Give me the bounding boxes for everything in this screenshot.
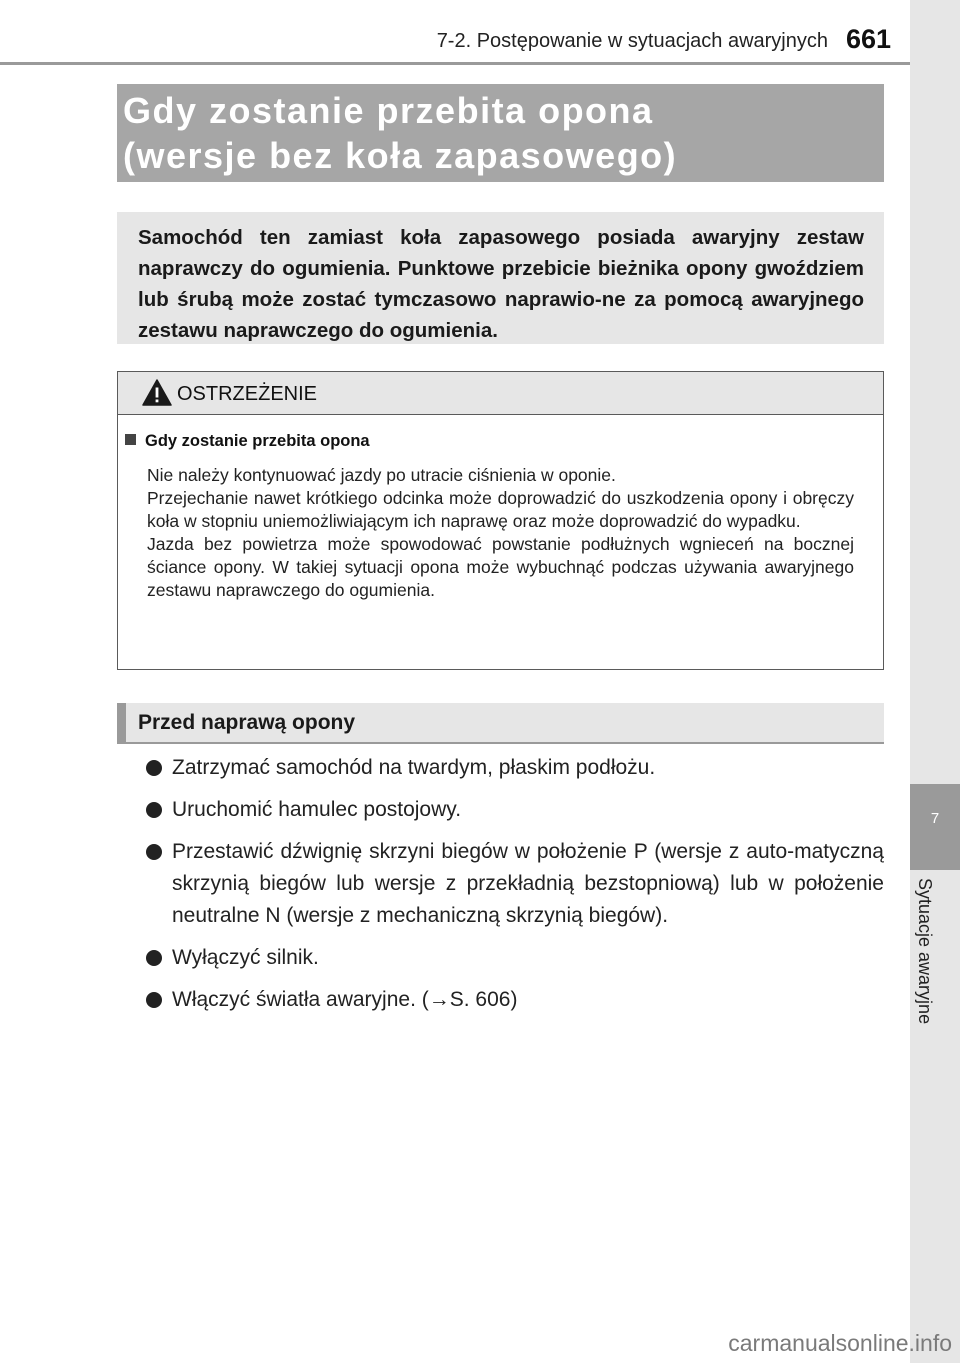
step-text: Włączyć światła awaryjne. (→S. 606) [172, 988, 518, 1011]
chapter-number: 7 [930, 810, 940, 827]
warning-subheading-text: Gdy zostanie przebita opona [145, 432, 370, 450]
warning-paragraph: Przejechanie nawet krótkiego odcinka może doprowadzić do uszkodzenia opony i obręczy koła w stopniu uniemożliwiającym ich naprawę oraz może doprowadzić do wypadku. [147, 488, 854, 531]
list-item [146, 752, 884, 784]
page-title-line-1: Gdy zostanie przebita opona [123, 90, 654, 131]
warning-box [117, 371, 884, 670]
warning-subheading [125, 432, 370, 451]
list-item [146, 836, 884, 932]
step-text: Przestawić dźwignię skrzyni biegów w położenie P (wersje z auto-matyczną skrzynią biegów lub wersje z przekładnią bezstopniową) lub w położenie neutralne N (wersje z mechaniczną skrzynią biegów). [172, 840, 884, 927]
page-title-line-2: (wersje bez koła zapasowego) [123, 135, 678, 176]
step-text: Wyłączyć silnik. [172, 946, 319, 969]
list-item [146, 942, 884, 974]
intro-text: Samochód ten zamiast koła zapasowego posiada awaryjny zestaw naprawczy do ogumienia. Punktowe przebicie bieżnika opony gwoździem lub śrubą może zostać tymczasowo naprawio-ne za pomocą awaryjnego zestawu naprawczego do ogumienia. [138, 226, 864, 342]
bullet-icon [146, 844, 162, 860]
section-bar [117, 703, 126, 742]
square-bullet-icon [125, 434, 136, 445]
step-text: Uruchomić hamulec postojowy. [172, 798, 462, 821]
warning-triangle-icon [142, 379, 172, 407]
warning-paragraph: Jazda bez powietrza może spowodować powstanie podłużnych wgnieceń na bocznej ściance opony. W takiej sytuacji opona może wybuchnąć podczas używania awaryjnego zestawu naprawczego do ogumienia. [147, 534, 854, 600]
bullet-icon [146, 950, 162, 966]
warning-body [147, 464, 854, 602]
chapter-label: Sytuacje awaryjne [915, 878, 935, 1025]
chapter-tab[interactable] [910, 784, 960, 870]
section-title: Przed naprawą opony [138, 711, 356, 734]
warning-paragraph: Nie należy kontynuować jazdy po utracie ciśnienia w oponie. [147, 465, 616, 485]
bullet-icon [146, 760, 162, 776]
bullet-icon [146, 992, 162, 1008]
header-rule [0, 62, 910, 65]
page-number: 661 [846, 24, 892, 54]
watermark[interactable]: carmanualsonline.info [728, 1330, 952, 1356]
side-strip [910, 0, 960, 1363]
list-item [146, 984, 884, 1016]
warning-label: OSTRZEŻENIE [177, 383, 318, 405]
list-item [146, 794, 884, 826]
intro-panel [117, 212, 884, 344]
page-title [117, 84, 884, 182]
warning-header [118, 372, 883, 415]
section-heading [117, 703, 884, 744]
running-header: 7-2. Postępowanie w sytuacjach awaryjnych [436, 30, 828, 52]
steps-list [146, 752, 884, 1026]
step-text: Zatrzymać samochód na twardym, płaskim podłożu. [172, 756, 656, 779]
bullet-icon [146, 802, 162, 818]
